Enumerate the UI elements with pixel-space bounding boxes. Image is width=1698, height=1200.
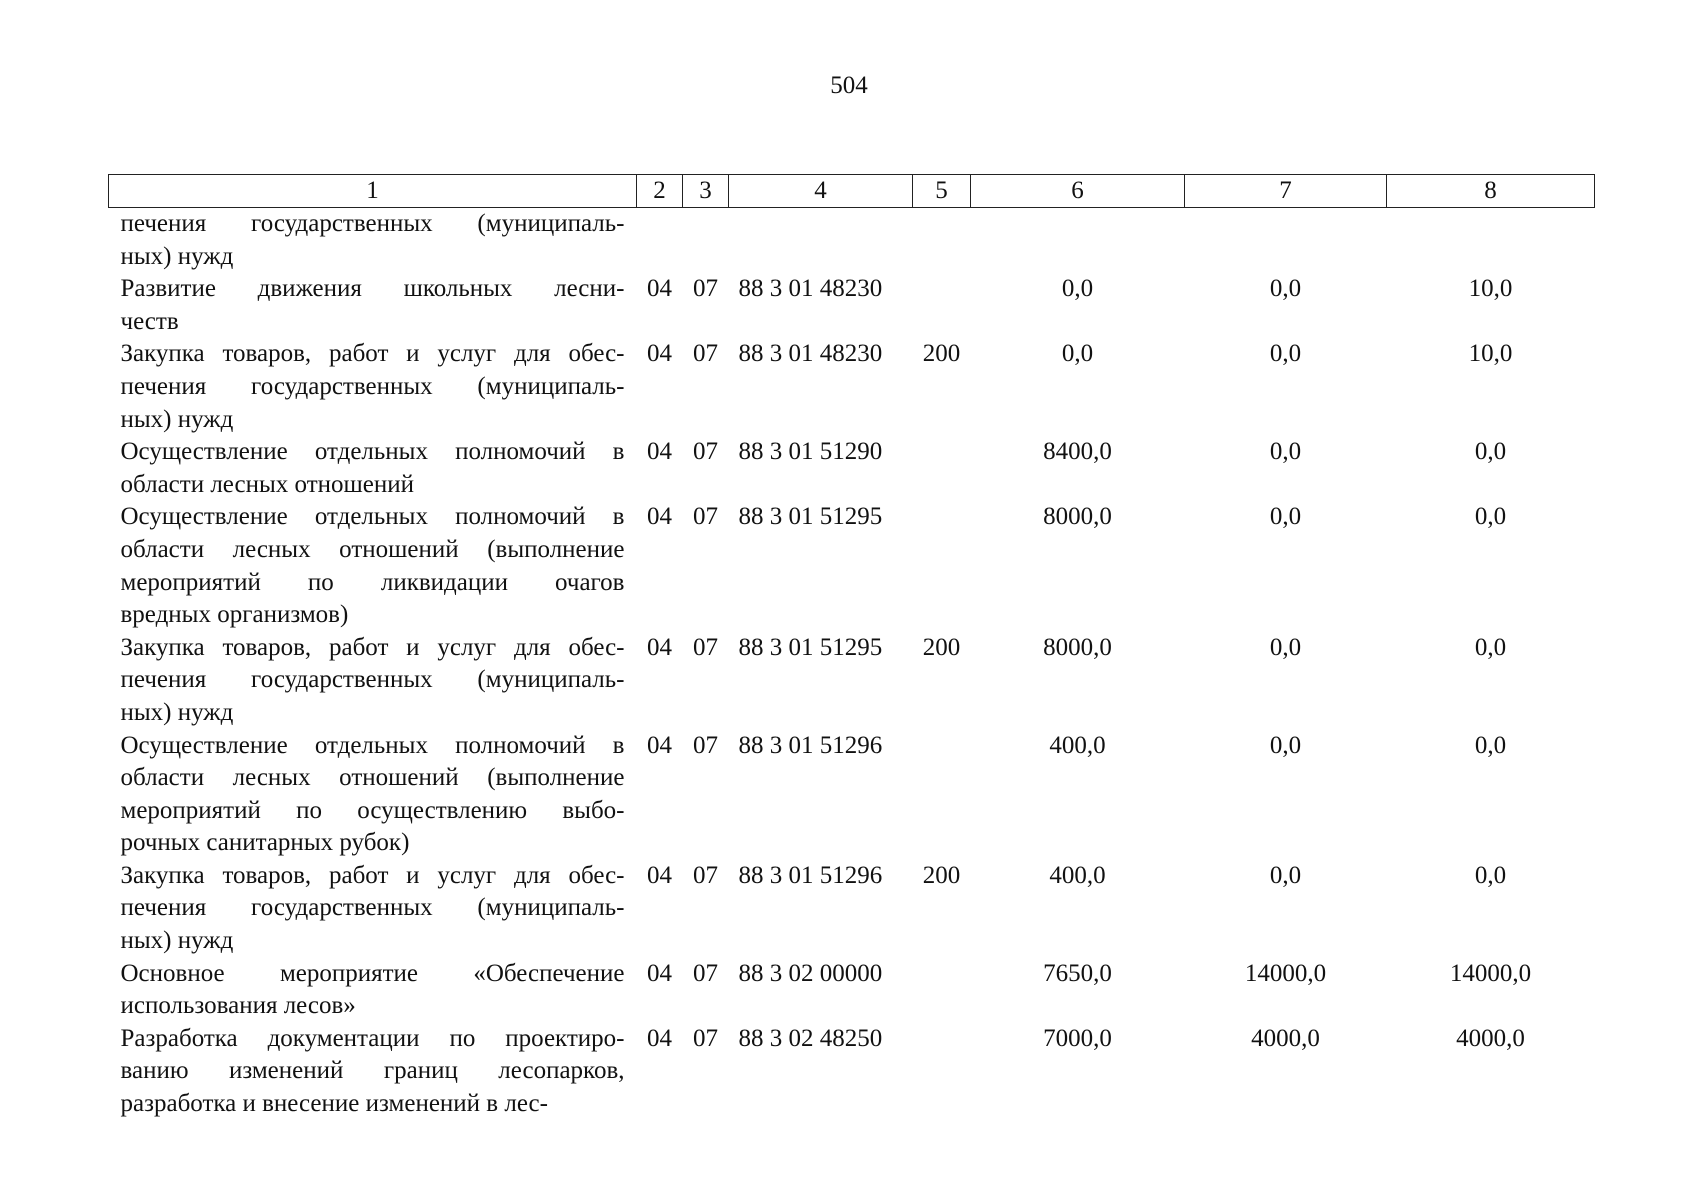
description-line: Развитие движения школьных лесни- xyxy=(120,275,625,303)
section-code xyxy=(637,208,683,274)
amount-col-8: 10,0 xyxy=(1468,340,1513,368)
header-col-1: 1 xyxy=(109,175,637,208)
section-code: 04 xyxy=(647,861,672,889)
table-row xyxy=(109,208,1595,274)
description-line: вредных организмов) xyxy=(120,601,349,629)
description-line: Закупка товаров, работ и услуг для обес- xyxy=(120,861,625,889)
row-description xyxy=(109,436,637,501)
amount-col-6: 400,0 xyxy=(1049,731,1106,759)
description-line: Осуществление отдельных полномочий в xyxy=(120,503,625,531)
target-article-code: 88 3 02 00000 xyxy=(738,959,883,987)
description-line: ванию изменений границ лесопарков, xyxy=(120,1057,625,1085)
header-col-8: 8 xyxy=(1387,175,1595,208)
expense-type-code xyxy=(913,273,971,338)
subsection-code: 07 xyxy=(693,731,718,759)
description-line: ных) нужд xyxy=(120,405,234,433)
description-line: ных) нужд xyxy=(120,698,234,726)
description-line: Разработка документации по проектиро- xyxy=(120,1024,625,1052)
section-code: 04 xyxy=(647,275,672,303)
row-description xyxy=(109,208,637,274)
table-row xyxy=(109,501,1595,631)
table-row xyxy=(109,338,1595,436)
amount-col-8: 10,0 xyxy=(1468,275,1513,303)
amount-col-7: 0,0 xyxy=(1269,340,1302,368)
section-code: 04 xyxy=(647,959,672,987)
table-row xyxy=(109,436,1595,501)
subsection-code: 07 xyxy=(693,633,718,661)
description-line: области лесных отношений (выполнение xyxy=(120,535,625,563)
description-line: Закупка товаров, работ и услуг для обес- xyxy=(120,633,625,661)
amount-col-7: 0,0 xyxy=(1269,275,1302,303)
section-code: 04 xyxy=(647,1024,672,1052)
expense-type-code xyxy=(913,730,971,860)
amount-col-6: 0,0 xyxy=(1061,340,1094,368)
table-body xyxy=(109,208,1595,1121)
description-line: печения государственных (муниципаль- xyxy=(120,894,625,922)
expense-type-code xyxy=(913,436,971,501)
amount-col-7: 14000,0 xyxy=(1244,959,1327,987)
amount-col-8 xyxy=(1387,208,1595,274)
header-col-4: 4 xyxy=(729,175,913,208)
expense-type-code xyxy=(913,958,971,1023)
amount-col-7: 0,0 xyxy=(1269,633,1302,661)
table-row xyxy=(109,1023,1595,1121)
amount-col-6: 7000,0 xyxy=(1043,1024,1112,1052)
amount-col-8: 0,0 xyxy=(1474,861,1507,889)
section-code: 04 xyxy=(647,633,672,661)
target-article-code: 88 3 01 51295 xyxy=(738,633,883,661)
section-code: 04 xyxy=(647,731,672,759)
description-line: печения государственных (муниципаль- xyxy=(120,372,625,400)
target-article-code: 88 3 01 51296 xyxy=(738,861,883,889)
expense-type-code xyxy=(913,208,971,274)
target-article-code xyxy=(729,208,913,274)
row-description xyxy=(109,632,637,730)
description-line: мероприятий по осуществлению выбо- xyxy=(120,796,625,824)
table-row xyxy=(109,273,1595,338)
expense-type-code xyxy=(913,1023,971,1121)
target-article-code: 88 3 01 48230 xyxy=(738,340,883,368)
amount-col-8: 0,0 xyxy=(1474,731,1507,759)
page-number: 504 xyxy=(830,72,868,99)
row-description xyxy=(109,958,637,1023)
amount-col-6: 0,0 xyxy=(1061,275,1094,303)
amount-col-8: 0,0 xyxy=(1474,633,1507,661)
subsection-code: 07 xyxy=(693,340,718,368)
expense-type-code: 200 xyxy=(922,340,961,368)
expense-type-code: 200 xyxy=(922,861,961,889)
amount-col-8: 4000,0 xyxy=(1456,1024,1525,1052)
subsection-code: 07 xyxy=(693,861,718,889)
header-col-6: 6 xyxy=(971,175,1185,208)
description-line: Основное мероприятие «Обеспечение xyxy=(120,959,625,987)
table-row xyxy=(109,730,1595,860)
description-line: области лесных отношений (выполнение xyxy=(120,764,625,792)
description-line: ных) нужд xyxy=(120,242,234,270)
description-line: Осуществление отдельных полномочий в xyxy=(120,438,625,466)
description-line: честв xyxy=(120,307,179,335)
header-row xyxy=(109,175,1595,208)
subsection-code: 07 xyxy=(693,959,718,987)
target-article-code: 88 3 01 51295 xyxy=(738,503,883,531)
description-line: Закупка товаров, работ и услуг для обес- xyxy=(120,340,625,368)
subsection-code xyxy=(683,208,729,274)
section-code: 04 xyxy=(647,503,672,531)
subsection-code: 07 xyxy=(693,1024,718,1052)
amount-col-6: 400,0 xyxy=(1049,861,1106,889)
row-description xyxy=(109,501,637,631)
description-line: печения государственных (муниципаль- xyxy=(120,666,625,694)
table-row xyxy=(109,632,1595,730)
amount-col-7 xyxy=(1185,208,1387,274)
amount-col-7: 0,0 xyxy=(1269,438,1302,466)
section-code: 04 xyxy=(647,340,672,368)
subsection-code: 07 xyxy=(693,438,718,466)
description-line: Осуществление отдельных полномочий в xyxy=(120,731,625,759)
row-description xyxy=(109,1023,637,1121)
table-row xyxy=(109,958,1595,1023)
table-row xyxy=(109,860,1595,958)
budget-table xyxy=(108,174,1595,1121)
row-description xyxy=(109,273,637,338)
amount-col-8: 14000,0 xyxy=(1449,959,1532,987)
description-line: печения государственных (муниципаль- xyxy=(120,210,625,237)
expense-type-code: 200 xyxy=(922,633,961,661)
amount-col-7: 0,0 xyxy=(1269,861,1302,889)
target-article-code: 88 3 02 48250 xyxy=(738,1024,883,1052)
header-col-2: 2 xyxy=(637,175,683,208)
row-description xyxy=(109,730,637,860)
amount-col-6: 8000,0 xyxy=(1043,633,1112,661)
amount-col-6 xyxy=(971,208,1185,274)
subsection-code: 07 xyxy=(693,275,718,303)
description-line: ных) нужд xyxy=(120,927,234,955)
description-line: использования лесов» xyxy=(120,992,356,1020)
row-description xyxy=(109,338,637,436)
target-article-code: 88 3 01 51290 xyxy=(738,438,883,466)
header-col-3: 3 xyxy=(683,175,729,208)
row-description xyxy=(109,860,637,958)
amount-col-6: 8400,0 xyxy=(1043,438,1112,466)
description-line: рочных санитарных рубок) xyxy=(120,829,410,857)
amount-col-6: 8000,0 xyxy=(1043,503,1112,531)
amount-col-8: 0,0 xyxy=(1474,503,1507,531)
target-article-code: 88 3 01 51296 xyxy=(738,731,883,759)
header-col-7: 7 xyxy=(1185,175,1387,208)
table-header xyxy=(109,175,1595,208)
description-line: области лесных отношений xyxy=(120,470,414,498)
expense-type-code xyxy=(913,501,971,631)
amount-col-7: 0,0 xyxy=(1269,503,1302,531)
amount-col-7: 4000,0 xyxy=(1251,1024,1320,1052)
amount-col-7: 0,0 xyxy=(1269,731,1302,759)
budget-table-wrapper xyxy=(108,174,1594,1121)
amount-col-8: 0,0 xyxy=(1474,438,1507,466)
header-col-5: 5 xyxy=(913,175,971,208)
target-article-code: 88 3 01 48230 xyxy=(738,275,883,303)
section-code: 04 xyxy=(647,438,672,466)
description-line: разработка и внесение изменений в лес- xyxy=(120,1090,548,1118)
amount-col-6: 7650,0 xyxy=(1043,959,1112,987)
description-line: мероприятий по ликвидации очагов xyxy=(120,568,625,596)
subsection-code: 07 xyxy=(693,503,718,531)
